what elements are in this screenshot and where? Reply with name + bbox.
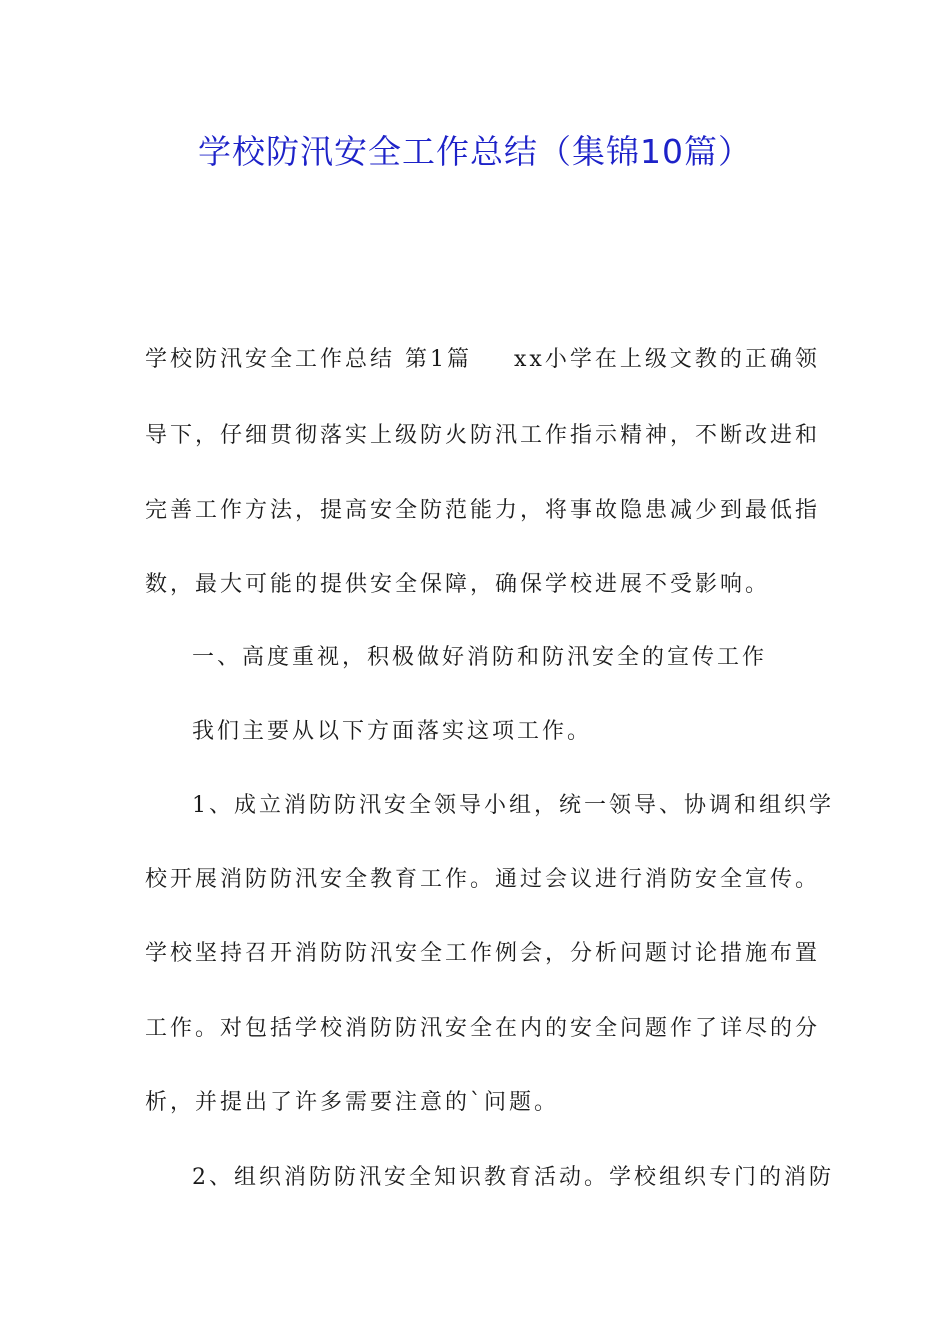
paragraph-line-1 xyxy=(145,342,820,378)
paragraph-line-7: 1、成立消防防汛安全领导小组，统一领导、协调和组织学 xyxy=(192,793,834,818)
paragraph-line-12: 2、组织消防防汛安全知识教育活动。学校组织专门的消防 xyxy=(192,1165,834,1190)
paragraph-line-11: 析，并提出了许多需要注意的`问题。 xyxy=(145,1090,560,1115)
paragraph-line-8: 校开展消防防汛安全教育工作。通过会议进行消防安全宣传。 xyxy=(145,867,821,892)
paragraph-text: xx小学在上级文教的正确领 xyxy=(514,347,820,372)
paragraph-line-9: 学校坚持召开消防防汛安全工作例会，分析问题讨论措施布置 xyxy=(145,941,821,966)
paragraph-line-3: 完善工作方法，提高安全防范能力，将事故隐患减少到最低指 xyxy=(145,498,821,523)
paragraph-line-4: 数，最大可能的提供安全保障，确保学校进展不受影响。 xyxy=(145,572,771,597)
paragraph-line-2: 导下，仔细贯彻落实上级防火防汛工作指示精神，不断改进和 xyxy=(145,423,821,448)
paragraph-line-5: 一、高度重视，积极做好消防和防汛安全的宣传工作 xyxy=(192,645,768,670)
paragraph-line-10: 工作。对包括学校消防防汛安全在内的安全问题作了详尽的分 xyxy=(145,1016,821,1041)
document-title: 学校防汛安全工作总结（集锦10篇） xyxy=(198,132,752,171)
paragraph-line-6: 我们主要从以下方面落实这项工作。 xyxy=(192,719,593,744)
section-heading: 学校防汛安全工作总结 第1篇 xyxy=(145,347,472,372)
